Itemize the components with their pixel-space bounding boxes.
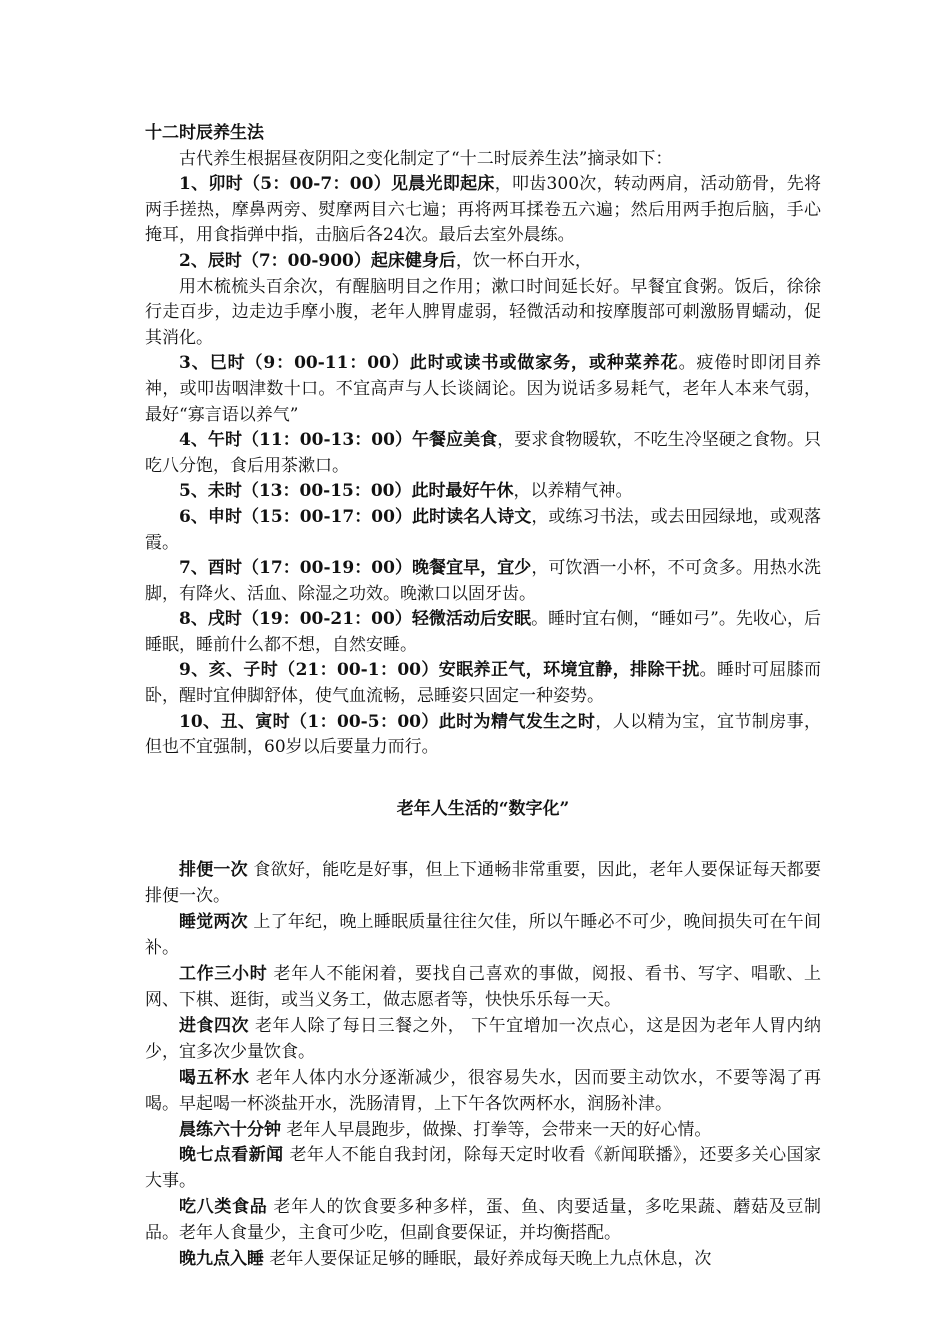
paragraph-item-4 [145, 428, 821, 479]
paragraph-item-1 [145, 172, 821, 249]
item-heading: 5、未时（13：00-15：00）此时最好午休 [179, 481, 514, 502]
paragraph-tip-8 [145, 1195, 821, 1247]
tip-text: 老年人体内水分逐渐减少，很容易失水，因而要主动饮水，不要等渴了再喝。早起喝一杯淡盐开水，洗肠清胃，上下午各饮两杯水，润肠补津。 [145, 1067, 821, 1114]
item-heading: 2、辰时（7：00-900）起床健身后 [179, 250, 456, 271]
item-text: 。疲倦时即闭目养神，或叩齿咽津数十口。不宜高声与人长谈阔论。因为说话多易耗气，老年人本来气弱，最好“寡言语以养气” [145, 353, 822, 425]
item-heading: 8、戌时（19：00-21：00）轻微活动后安眠 [179, 609, 532, 630]
section-digital-life [145, 797, 821, 1273]
paragraph-item-2-cont [145, 275, 821, 352]
paragraph-tip-9 [145, 1247, 821, 1273]
item-heading: 3、巳时（9：00-11：00）此时或读书或做家务，或种菜养花 [179, 353, 679, 374]
tip-heading: 吃八类食品 [179, 1197, 268, 1218]
tip-text: 老年人要保证足够的睡眠，最好养成每天晚上九点休息，次 [264, 1249, 712, 1270]
paragraph-tip-3 [145, 962, 821, 1014]
document-body [145, 121, 821, 1273]
paragraph-item-9 [145, 658, 821, 709]
tip-text: 老年人的饮食要多种多样，蛋、鱼、肉要适量，多吃果蔬、蘑菇及豆制品。老年人食量少，主食可少吃，但副食要保证，并均衡搭配。 [145, 1197, 822, 1244]
tip-heading: 睡觉两次 [179, 912, 248, 933]
paragraph-item-7 [145, 556, 821, 607]
item-text: ，叩齿300次，转动两肩，活动筋骨，先将两手搓热，摩鼻两旁、熨摩两目六七遍；再将两耳揉卷五六遍；然后用两手抱后脑，手心掩耳，用食指弹中指，击脑后各24次。最后去室外晨练。 [145, 174, 821, 246]
tip-text: 食欲好，能吃是好事，但上下通畅非常重要，因此，老年人要保证每天都要排便一次。 [145, 860, 822, 907]
item-text: 用木梳梳头百余次，有醒脑明目之作用；漱口时间延长好。早餐宜食粥。饭后，徐徐行走百步，边走边手摩小腹，老年人脾胃虚弱，轻微活动和按摩腹部可刺激肠胃蠕动，促其消化。 [145, 276, 821, 348]
paragraph-tip-2 [145, 910, 821, 962]
paragraph-tip-1 [145, 858, 821, 910]
tip-text: 老年人不能闲着，要找自己喜欢的事做，阅报、看书、写字、唱歌、上网、下棋、逛街，或当义务工，做志愿者等，快快乐乐每一天。 [145, 964, 822, 1010]
tip-text: 老年人早晨跑步，做操、打拳等，会带来一天的好心情。 [281, 1119, 712, 1140]
tip-text: 上了年纪，晚上睡眠质量往往欠佳，所以午睡必不可少，晚间损失可在午间补。 [145, 912, 822, 959]
paragraph-tip-7 [145, 1143, 821, 1195]
item-text: 。睡时宜右侧，“睡如弓”。先收心，后睡眠，睡前什么都不想，自然安睡。 [145, 609, 821, 655]
item-heading: 4、午时（11：00-13：00）午餐应美食 [179, 430, 498, 451]
item-heading: 9、亥、子时（21：00-1：00）安眠养正气，环境宜静，排除干扰 [179, 660, 700, 681]
item-text: ，或练习书法，或去田园绿地，或观落霞。 [145, 506, 822, 553]
item-text: ，以养精气神。 [513, 481, 633, 502]
item-heading: 10、丑、寅时（1：00-5：00）此时为精气发生之时 [179, 711, 596, 732]
item-text: ，可饮酒一小杯，不可贪多。用热水洗脚，有降火、活血、除湿之功效。晚漱口以固牙齿。 [145, 558, 822, 604]
item-text: 。睡时可屈膝而卧，醒时宜伸脚舒体，使气血流畅，忌睡姿只固定一种姿势。 [145, 660, 822, 707]
tip-text: 老年人除了每日三餐之外， 下午宜增加一次点心，这是因为老年人胃内纳少，宜多次少量饮食。 [145, 1015, 821, 1062]
paragraph-item-3 [145, 351, 821, 428]
paragraph-tip-6 [145, 1118, 821, 1144]
item-heading: 6、申时（15：00-17：00）此时读名人诗文 [179, 506, 532, 527]
paragraph-item-10 [145, 710, 821, 761]
tip-heading: 晚七点看新闻 [179, 1145, 284, 1166]
item-heading: 1、卯时（5：00-7：00）见晨光即起床 [179, 174, 495, 195]
paragraph-item-5 [145, 479, 821, 505]
tip-text: 老年人不能自我封闭，除每天定时收看《新闻联播》，还要多关心国家大事。 [145, 1145, 822, 1192]
item-text: ，要求食物暖软，不吃生冷坚硬之食物。只吃八分饱，食后用茶漱口。 [145, 430, 822, 476]
tip-heading: 晚九点入睡 [179, 1249, 264, 1270]
tip-heading: 排便一次 [179, 860, 248, 881]
tip-heading: 工作三小时 [179, 964, 268, 985]
section-title: 十二时辰养生法 [145, 123, 264, 143]
tip-heading: 喝五杯水 [179, 1067, 250, 1088]
item-text: ，饮一杯白开水， [455, 250, 592, 271]
intro-paragraph: 古代养生根据昼夜阴阳之变化制定了“十二时辰养生法”摘录如下： [179, 148, 673, 169]
paragraph-tip-5 [145, 1066, 821, 1118]
paragraph-item-8 [145, 607, 821, 658]
section-title: 老年人生活的“数字化” [396, 798, 570, 819]
tip-heading: 进食四次 [179, 1015, 250, 1036]
section-twelve-hours [145, 121, 821, 761]
item-heading: 7、酉时（17：00-19：00）晚餐宜早，宜少 [179, 558, 532, 579]
paragraph-tip-4 [145, 1014, 821, 1066]
item-text: ，人以精为宝，宜节制房事，但也不宜强制，60岁以后要量力而行。 [145, 711, 822, 758]
tip-heading: 晨练六十分钟 [179, 1119, 281, 1140]
paragraph-item-2 [145, 249, 821, 275]
paragraph-item-6 [145, 505, 821, 556]
